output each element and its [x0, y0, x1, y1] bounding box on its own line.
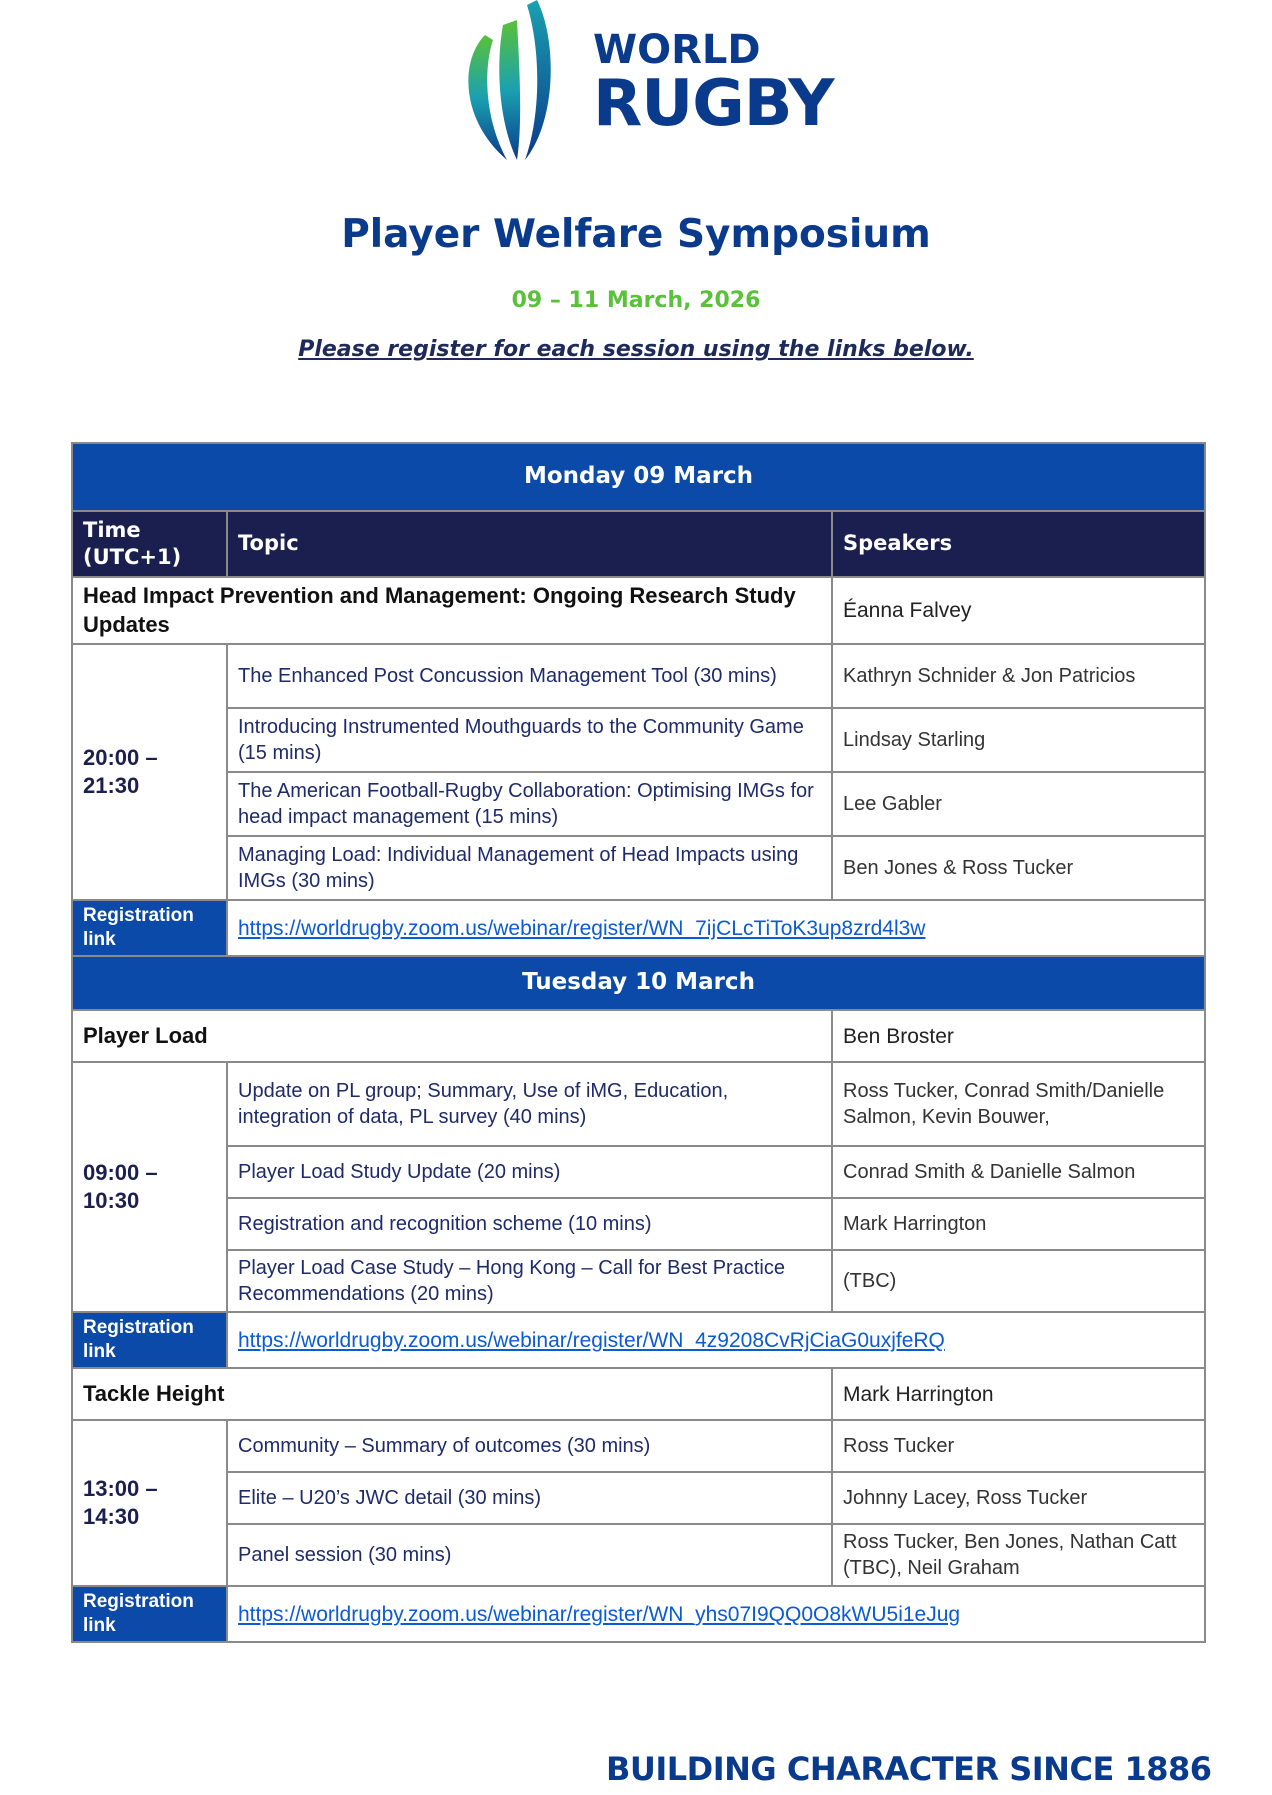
- event-dates: 09 – 11 March, 2026: [511, 288, 761, 313]
- topic-cell: Community – Summary of outcomes (30 mins): [227, 1420, 832, 1472]
- speaker-cell: Ross Tucker: [832, 1420, 1205, 1472]
- day-header: [72, 956, 1205, 1010]
- table-row: [72, 1472, 1205, 1524]
- table-row: [72, 644, 1205, 708]
- column-header-row: [72, 511, 1205, 577]
- page-title: Player Welfare Symposium: [341, 212, 931, 257]
- registration-row: [72, 1312, 1205, 1368]
- day-header: [72, 443, 1205, 511]
- session-header-row: [72, 1368, 1205, 1420]
- topic-cell: The American Football-Rugby Collaboration: Optimising IMGs for head impact management (15 mins): [227, 772, 832, 836]
- registration-label: Registration link: [72, 1586, 227, 1642]
- topic-cell: The Enhanced Post Concussion Management Tool (30 mins): [227, 644, 832, 708]
- session-lead: Ben Broster: [832, 1010, 1205, 1062]
- session-title: Player Load: [72, 1010, 832, 1062]
- registration-link-player-load[interactable]: https://worldrugby.zoom.us/webinar/register/WN_4z9208CvRjCiaG0uxjfeRQ: [238, 1328, 945, 1352]
- speaker-cell: Lee Gabler: [832, 772, 1205, 836]
- topic-cell: Player Load Case Study – Hong Kong – Call for Best Practice Recommendations (20 mins): [227, 1250, 832, 1312]
- topic-cell: Update on PL group; Summary, Use of iMG, Education, integration of data, PL survey (40 mins): [227, 1062, 832, 1146]
- speaker-cell: Lindsay Starling: [832, 708, 1205, 772]
- topic-cell: Introducing Instrumented Mouthguards to the Community Game (15 mins): [227, 708, 832, 772]
- speaker-cell: Johnny Lacey, Ross Tucker: [832, 1472, 1205, 1524]
- registration-label: Registration link: [72, 900, 227, 956]
- speaker-cell: Ben Jones & Ross Tucker: [832, 836, 1205, 900]
- topic-cell: Managing Load: Individual Management of Head Impacts using IMGs (30 mins): [227, 836, 832, 900]
- speaker-cell: Kathryn Schnider & Jon Patricios: [832, 644, 1205, 708]
- speaker-cell: Mark Harrington: [832, 1198, 1205, 1250]
- session-time: 09:00 – 10:30: [72, 1062, 227, 1312]
- topic-cell: Registration and recognition scheme (10 mins): [227, 1198, 832, 1250]
- world-rugby-logo: [445, 0, 834, 165]
- footer-tagline: BUILDING CHARACTER SINCE 1886: [606, 1750, 1212, 1788]
- table-row: [72, 1250, 1205, 1312]
- topic-cell: Elite – U20’s JWC detail (30 mins): [227, 1472, 832, 1524]
- registration-notice: Please register for each session using the links below.: [298, 337, 974, 362]
- registration-label: Registration link: [72, 1312, 227, 1368]
- topic-cell: Panel session (30 mins): [227, 1524, 832, 1586]
- table-row: [72, 1146, 1205, 1198]
- session-title: Tackle Height: [72, 1368, 832, 1420]
- table-row: [72, 708, 1205, 772]
- table-row: [72, 1062, 1205, 1146]
- session-lead: Mark Harrington: [832, 1368, 1205, 1420]
- registration-link-monday[interactable]: https://worldrugby.zoom.us/webinar/register/WN_7ijCLcTiToK3up8zrd4l3w: [238, 916, 926, 940]
- registration-link-tackle-height[interactable]: https://worldrugby.zoom.us/webinar/register/WN_yhs07I9QQ0O8kWU5i1eJug: [238, 1602, 961, 1626]
- logo-line1: WORLD: [593, 27, 761, 73]
- session-title: Head Impact Prevention and Management: Ongoing Research Study Updates: [72, 577, 832, 644]
- day-title: Monday 09 March: [72, 443, 1205, 511]
- table-row: [72, 1420, 1205, 1472]
- speaker-cell: Ross Tucker, Ben Jones, Nathan Catt (TBC), Neil Graham: [832, 1524, 1205, 1586]
- col-topic: Topic: [227, 511, 832, 577]
- speaker-cell: (TBC): [832, 1250, 1205, 1312]
- logo-line2: RUGBY: [593, 67, 834, 141]
- speaker-cell: Ross Tucker, Conrad Smith/Danielle Salmon, Kevin Bouwer,: [832, 1062, 1205, 1146]
- table-row: [72, 1198, 1205, 1250]
- logo-wordmark: [593, 27, 834, 141]
- session-lead: Éanna Falvey: [832, 577, 1205, 644]
- registration-row: [72, 900, 1205, 956]
- session-header-row: [72, 577, 1205, 644]
- registration-row: [72, 1586, 1205, 1642]
- table-row: [72, 772, 1205, 836]
- schedule-table: [71, 442, 1206, 1643]
- col-speakers: Speakers: [832, 511, 1205, 577]
- day-title: Tuesday 10 March: [72, 956, 1205, 1010]
- session-time: 13:00 – 14:30: [72, 1420, 227, 1586]
- col-time: Time (UTC+1): [72, 511, 227, 577]
- session-header-row: [72, 1010, 1205, 1062]
- speaker-cell: Conrad Smith & Danielle Salmon: [832, 1146, 1205, 1198]
- rugby-ball-icon: [445, 0, 585, 165]
- session-time: 20:00 – 21:30: [72, 644, 227, 900]
- table-row: [72, 1524, 1205, 1586]
- table-row: [72, 836, 1205, 900]
- topic-cell: Player Load Study Update (20 mins): [227, 1146, 832, 1198]
